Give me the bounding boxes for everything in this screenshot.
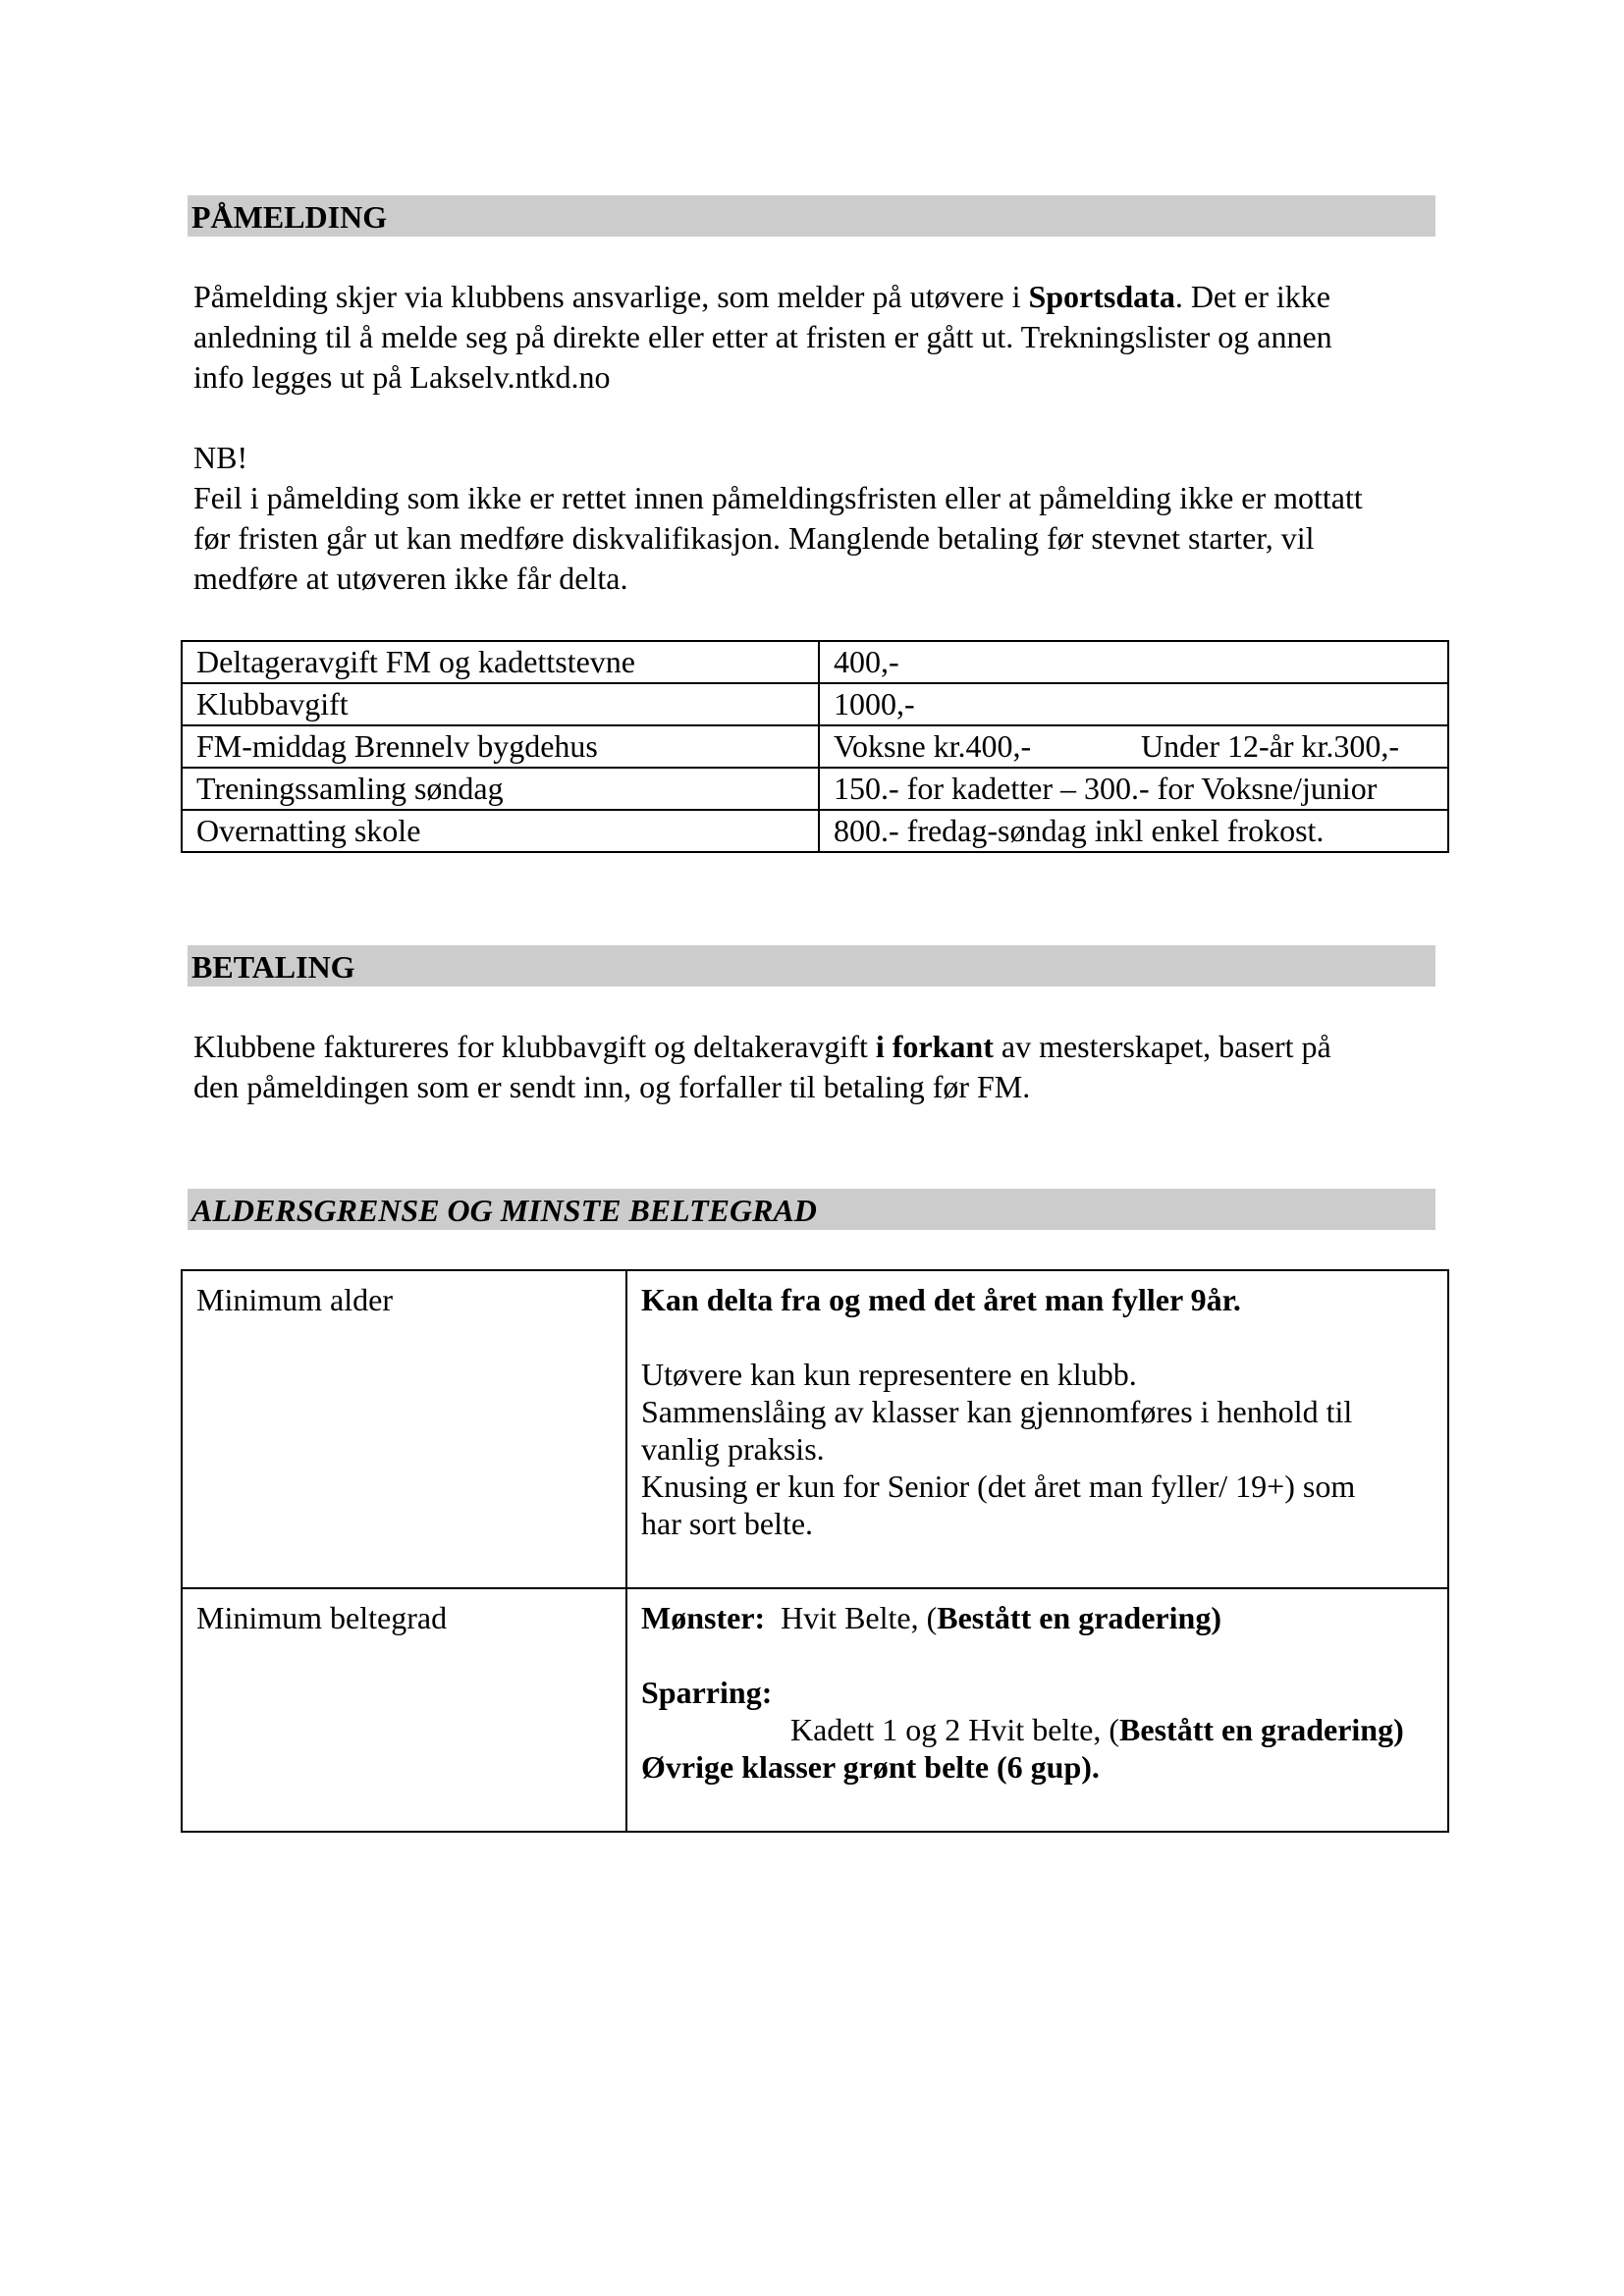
nb-text-2: før fristen går ut kan medføre diskvalifikasjon. Manglende betaling før stevnet starter, vil (193, 520, 1315, 556)
sparring-label: Sparring: (641, 1675, 773, 1710)
nb-text-1: Feil i påmelding som ikke er rettet innen påmeldingsfristen eller at påmelding ikke er mottatt (193, 480, 1363, 515)
fee-value: 1000,- (819, 683, 1448, 725)
rules-table (181, 1269, 1449, 1833)
table-row (182, 1588, 1448, 1832)
kadett-text: Kadett 1 og 2 Hvit belte, ( (790, 1712, 1120, 1747)
fee-label: Treningssamling søndag (182, 768, 819, 810)
pamelding-text-2: anledning til å melde seg på direkte eller etter at fristen er gått ut. Trekningslister og annen (193, 319, 1332, 354)
betaling-text-2: den påmeldingen som er sendt inn, og forfaller til betaling før FM. (193, 1069, 1031, 1104)
rule-content (626, 1588, 1448, 1832)
min-alder-text-2: Sammenslåing av klasser kan gjennomføres i henhold til (641, 1394, 1353, 1429)
section-heading-betaling: BETALING (188, 945, 1435, 987)
fee-value-adult: Voksne kr.400,- (834, 728, 1032, 764)
fees-table (181, 640, 1449, 853)
monster-bold: Bestått en gradering) (937, 1600, 1221, 1635)
fee-value: 400,- (819, 641, 1448, 683)
table-row (182, 683, 1448, 725)
min-alder-text-3: vanlig praksis. (641, 1431, 825, 1467)
rule-content (626, 1270, 1448, 1588)
fee-value (819, 725, 1448, 768)
nb-text-3: medføre at utøveren ikke får delta. (193, 561, 628, 596)
fee-value: 150.- for kadetter – 300.- for Voksne/junior (819, 768, 1448, 810)
table-row (182, 725, 1448, 768)
nb-paragraph (193, 438, 1440, 599)
monster-label: Mønster: (641, 1600, 766, 1635)
rule-label: Minimum beltegrad (182, 1588, 626, 1832)
pamelding-text-1-end: . Det er ikke (1174, 279, 1330, 314)
sportsdata-bold: Sportsdata (1028, 279, 1175, 314)
fee-label: Overnatting skole (182, 810, 819, 852)
kadett-bold: Bestått en gradering) (1119, 1712, 1404, 1747)
table-row (182, 1270, 1448, 1588)
rule-label: Minimum alder (182, 1270, 626, 1588)
kadett-line (641, 1711, 1434, 1748)
i-forkant-bold: i forkant (875, 1029, 994, 1064)
table-row (182, 810, 1448, 852)
table-row (182, 768, 1448, 810)
betaling-paragraph (193, 1027, 1440, 1107)
fee-value-child: Under 12-år kr.300,- (1141, 728, 1400, 764)
monster-text: Hvit Belte, ( (781, 1600, 938, 1635)
min-alder-text-1: Utøvere kan kun representere en klubb. (641, 1357, 1137, 1392)
pamelding-paragraph (193, 277, 1440, 398)
section-heading-pamelding: PÅMELDING (188, 195, 1435, 237)
ovrige-bold: Øvrige klasser grønt belte (6 gup). (641, 1749, 1100, 1785)
betaling-text-1-end: av mesterskapet, basert på (993, 1029, 1331, 1064)
pamelding-text-1: Påmelding skjer via klubbens ansvarlige, som melder på utøvere i (193, 279, 1029, 314)
fee-value: 800.- fredag-søndag inkl enkel frokost. (819, 810, 1448, 852)
betaling-text-1: Klubbene faktureres for klubbavgift og deltakeravgift (193, 1029, 876, 1064)
nb-label: NB! (193, 440, 248, 475)
min-alder-text-5: har sort belte. (641, 1506, 814, 1541)
section-heading-aldersgrense: ALDERSGRENSE OG MINSTE BELTEGRAD (188, 1189, 1435, 1230)
fee-label: Deltageravgift FM og kadettstevne (182, 641, 819, 683)
fee-label: FM-middag Brennelv bygdehus (182, 725, 819, 768)
min-alder-bold: Kan delta fra og med det året man fyller 9år. (641, 1282, 1241, 1317)
pamelding-text-3: info legges ut på Lakselv.ntkd.no (193, 359, 611, 395)
table-row (182, 641, 1448, 683)
fee-label: Klubbavgift (182, 683, 819, 725)
min-alder-text-4: Knusing er kun for Senior (det året man fyller/ 19+) som (641, 1468, 1356, 1504)
